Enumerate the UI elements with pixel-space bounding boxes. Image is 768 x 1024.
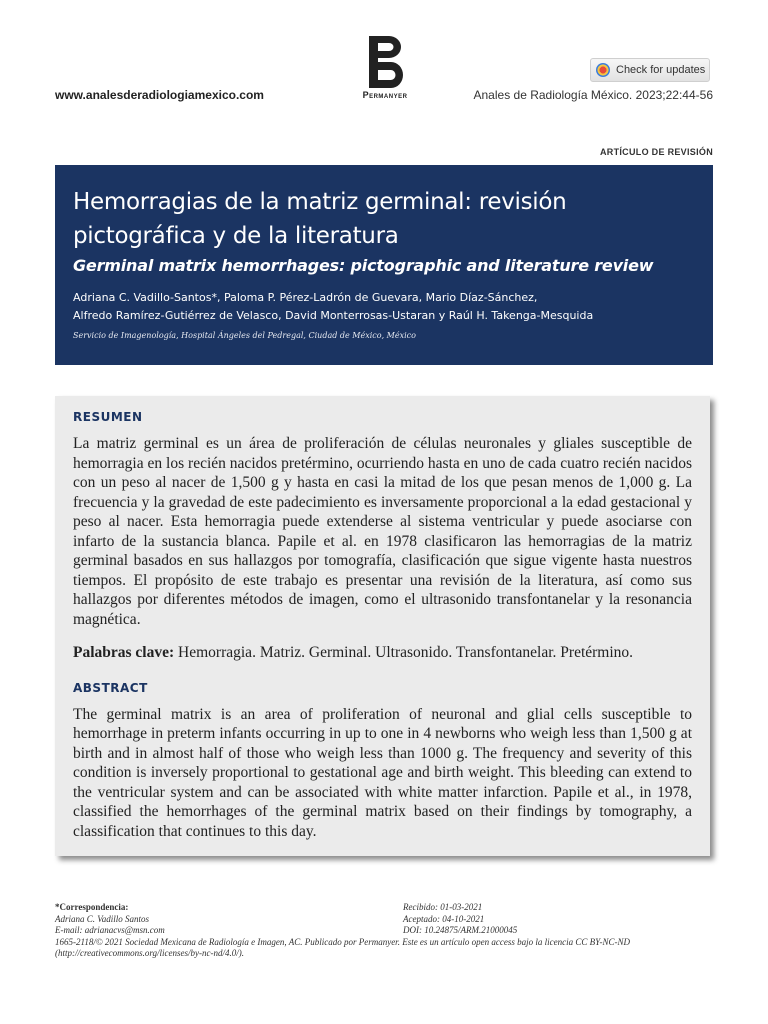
correspondence-heading: *Correspondencia: — [55, 902, 129, 912]
article-type: ARTÍCULO DE REVISIÓN — [599, 147, 713, 157]
check-updates-button[interactable] — [590, 58, 710, 82]
abstract-heading: ABSTRACT — [73, 680, 148, 695]
doi[interactable]: DOI: 10.24875/ARM.21000045 — [403, 925, 518, 935]
crossmark-icon — [596, 63, 610, 77]
title-spanish — [73, 185, 695, 253]
title-box — [55, 165, 713, 365]
check-updates-label: Check for updates — [616, 64, 706, 76]
title-line-1: Hemorragias de la matriz germinal: revisión — [73, 189, 567, 215]
license-line-2[interactable]: (http://creativecommons.org/licenses/by-nc-nd/4.0/). — [55, 948, 245, 958]
keywords-list: Hemorragia. Matriz. Germinal. Ultrasonido. Transfontanelar. Pretérmino. — [178, 644, 634, 661]
publisher-logo — [356, 36, 414, 102]
accepted-date: Aceptado: 04-10-2021 — [403, 913, 485, 924]
abstract-box — [55, 396, 710, 856]
received-date: Recibido: 01-03-2021 — [403, 902, 483, 912]
keywords-label: Palabras clave: — [73, 644, 175, 661]
keywords — [73, 643, 692, 663]
license-text — [55, 937, 715, 960]
authors-line-2: Alfredo Ramírez-Gutiérrez de Velasco, David Monterrosas-Ustaran y Raúl H. Takenga-Mesquida — [73, 309, 594, 322]
correspondence-email[interactable]: E-mail: adrianacvs@msn.com — [55, 925, 165, 935]
title-line-2: pictográfica y de la literatura — [73, 223, 399, 249]
journal-reference: Anales de Radiología México. 2023;22:44-56 — [473, 88, 713, 102]
resumen-heading: RESUMEN — [73, 410, 143, 424]
affiliation: Servicio de Imagenología, Hospital Ángeles del Pedregal, Ciudad de México, México — [73, 331, 416, 340]
title-english: Germinal matrix hemorrhages: pictographic and literature review — [73, 256, 654, 275]
correspondence-name: Adriana C. Vadillo Santos — [55, 913, 150, 924]
resumen-text: La matriz germinal es un área de proliferación de células neuronales y gliales susceptible de hemorragia en los recién nacidos pretérmino, ocurriendo hasta en uno de cada cuatro recién nacidos con un peso al nacer de 1,500 g y hasta en casi la mitad de los que pesan menos de 1,000 g. La frecuencia y la gravedad de este padecimiento es inversamente proporcional a la edad gestacional y peso al nacer. Esta hemorragia puede extenderse al sistema ventricular y puede asociarse con infarto de la sustancia blanca. Papile et al. en 1978 clasificaron las hemorragias de la matriz germinal basados en sus hallazgos por tomografía, clasificación que sigue vigente hasta nuestros tiempos. El propósito de este trabajo es presentar una revisión de la literatura, así como sus hallazgos por diferentes métodos de imagen, como el ultrasonido transfontanelar y la resonancia magnética. — [73, 435, 692, 628]
correspondence — [55, 902, 403, 937]
publisher-name: Permanyer — [362, 90, 408, 100]
license-line-1: 1665-2118/© 2021 Sociedad Mexicana de Radiología e Imagen, AC. Publicado por Permanyer. Este es un artículo open access bajo la licencia CC BY-NC-ND — [55, 936, 630, 947]
permanyer-logo-icon — [367, 36, 403, 88]
footer — [55, 902, 715, 960]
site-url[interactable]: www.analesderadiologiamexico.com — [55, 88, 264, 102]
authors-line-1: Adriana C. Vadillo-Santos*, Paloma P. Pérez-Ladrón de Guevara, Mario Díaz-Sánchez, — [73, 291, 538, 304]
author-list — [73, 289, 695, 325]
abstract-text: The germinal matrix is an area of proliferation of neuronal and glial cells susceptible to hemorrhage in preterm infants occurring in up to one in 4 newborns who weigh less than 1,500 g at birth and in almost half of those who weigh less than 1000 g. The frequency and severity of this condition is inversely proportional to gestational age and birth weight. This bleeding can extend to the ventricular system and can be associated with white matter infarction. Papile et al., in 1978, classified the hemorrhages of the germinal matrix based on their findings by tomography, a classification that continues to this day. — [73, 705, 692, 840]
article-dates — [403, 902, 517, 937]
